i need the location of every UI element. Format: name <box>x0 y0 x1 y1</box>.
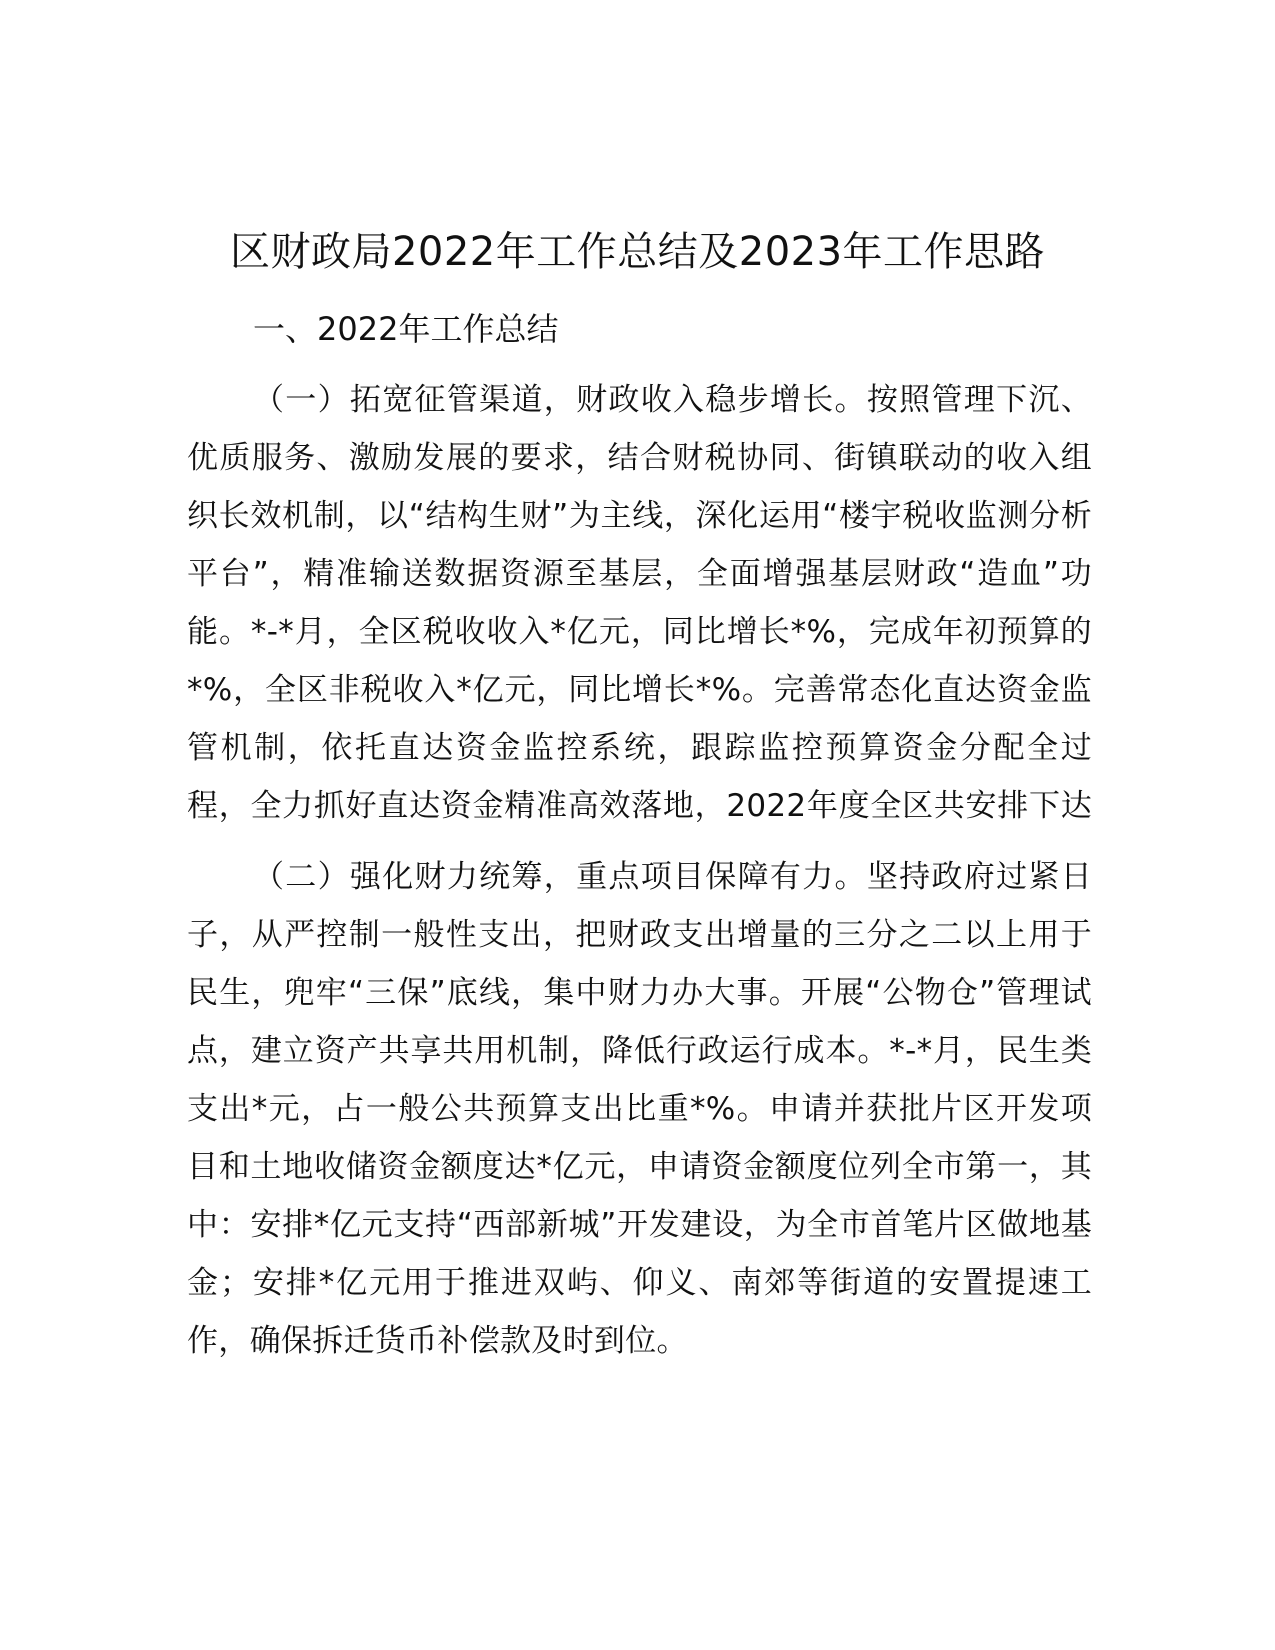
section-heading: 一、2022年工作总结 <box>253 310 559 348</box>
paragraph-revenue: （一）拓宽征管渠道，财政收入稳步增长。按照管理下沉、优质服务、激励发展的要求，结合财税协同、街镇联动的收入组织长效机制，以“结构生财”为主线，深化运用“楼宇税收监测分析平台”，精准输送数据资源至基层，全面增强基层财政“造血”功能。*-*月，全区税收收入*亿元，同比增长*%，完成年初预算的*%，全区非税收入*亿元，同比增长*%。完善常态化直达资金监管机制，依托直达资金监控系统，跟踪监控预算资金分配全过程，全力抓好直达资金精准高效落地，2022年度全区共安排下达 <box>187 382 1092 824</box>
paragraph-expenditure: （二）强化财力统筹，重点项目保障有力。坚持政府过紧日子，从严控制一般性支出，把财政支出增量的三分之二以上用于民生，兜牢“三保”底线，集中财力办大事。开展“公物仓”管理试点，建立资产共享共用机制，降低行政运行成本。*-*月，民生类支出*元，占一般公共预算支出比重*%。申请并获批片区开发项目和土地收储资金额度达*亿元，申请资金额度位列全市第一，其中：安排*亿元支持“西部新城”开发建设，为全市首笔片区做地基金；安排*亿元用于推进双屿、仰义、南郊等街道的安置提速工作，确保拆迁货币补偿款及时到位。 <box>187 859 1092 1359</box>
document-title: 区财政局2022年工作总结及2023年工作思路 <box>229 229 1046 275</box>
document-body <box>187 300 1092 1428</box>
